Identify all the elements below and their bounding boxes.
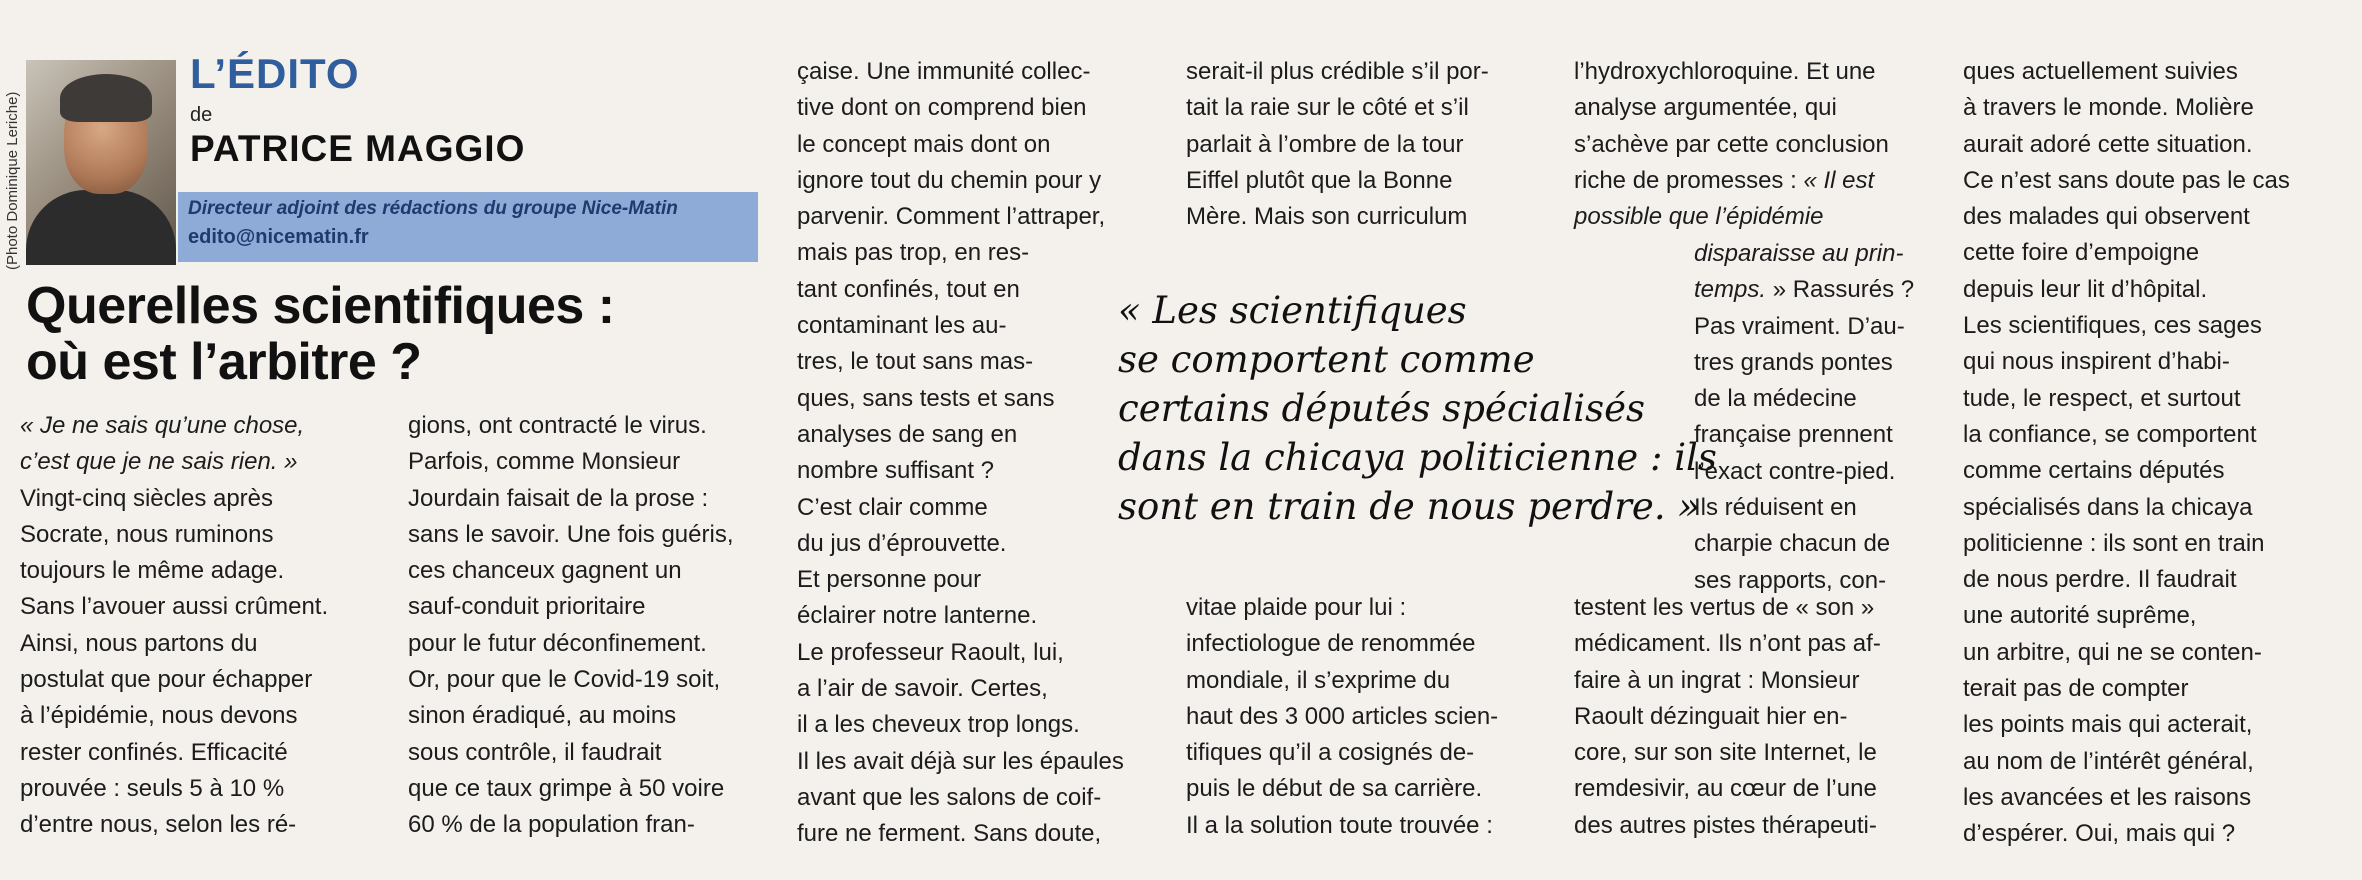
column-1-text: Vingt-cinq siècles après Socrate, nous ruminons toujours le même adage. Sans l’avouer aussi crûment. Ainsi, nous partons du postulat que pour échapper à l’épidémie, nous devons rester confinés. Efficacité prouvée : seuls 5 à 10 % d’entre nous, selon les ré-: [20, 484, 329, 839]
author-name: PATRICE MAGGIO: [190, 128, 526, 169]
headline: [26, 278, 726, 390]
column-5-top: l’hydroxychloroquine. Et une analyse argumentée, qui s’achève par cette conclusion riche de promesses : « Il est possible que l’épidémie: [1574, 58, 1889, 231]
headline-line-1: Querelles scientifiques :: [26, 277, 615, 335]
headline-line-2: où est l’arbitre ?: [26, 333, 422, 391]
column-5-bottom: testent les vertus de « son » médicament. Ils n’ont pas af- faire à un ingrat : Monsieur Raoult dézinguait hier en- core, sur son site Internet, le remdesivir, au cœur de l’une des autres pistes thérapeuti-: [1574, 594, 1881, 839]
section-title: L’ÉDITO: [190, 50, 360, 97]
author-role: Directeur adjoint des rédactions du groupe Nice-Matin: [188, 198, 678, 219]
pull-quote: « Les scientifiques se comportent comme certains députés spécialisés dans la chicaya politicienne : ils sont en train de nous perdre. »: [1118, 289, 1717, 528]
column-4-top: serait-il plus crédible s’il por- tait la raie sur le côté et s’il parlait à l’ombre de la tour Eiffel plutôt que la Bonne Mère. Mais son curriculum: [1186, 58, 1489, 231]
column-4-bottom: vitae plaide pour lui : infectiologue de renommée mondiale, il s’exprime du haut des 3 000 articles scien- tifiques qu’il a cosignés de- puis le début de sa carrière. Il a la solution toute trouvée :: [1186, 594, 1499, 839]
byline-de: de: [190, 104, 213, 126]
column-3: çaise. Une immunité collec- tive dont on comprend bien le concept mais dont on ignore tout du chemin pour y parvenir. Comment l’attraper, mais pas trop, en res- tant confinés, tout en contaminant les au- tres, le tout sans mas- ques, sans tests et sans analyses de sang en nombre suffisant ? C’est clair comme du jus d’éprouvette. Et personne pour éclairer notre lanterne. Le professeur Raoult, lui, a l’air de savoir. Certes, il a les cheveux trop longs. Il les avait déjà sur les épaules avant que les salons de coif- fure ne ferment. Sans doute,: [797, 58, 1124, 848]
opening-quote: « Je ne sais qu’une chose, c’est que je ne sais rien. »: [20, 412, 305, 476]
author-email[interactable]: edito@nicematin.fr: [188, 226, 369, 248]
author-photo: [26, 60, 176, 265]
column-1: [20, 408, 328, 844]
column-2: gions, ont contracté le virus. Parfois, comme Monsieur Jourdain faisait de la prose : sans le savoir. Une fois guéris, ces chanceux gagnent un sauf-conduit prioritaire pour le futur déconfinement. Or, pour que le Covid-19 soit, sinon éradiqué, au moins sous contrôle, il faudrait que ce taux grimpe à 50 voire 60 % de la population fran-: [408, 412, 734, 839]
column-5-mid: disparaisse au prin- temps. » Rassurés ? Pas vraiment. D’au- tres grands pontes de la médecine française prennent l’exact contre-pied. Ils réduisent en charpie chacun de ses rapports, con-: [1694, 240, 1915, 594]
photo-credit: (Photo Dominique Leriche): [4, 91, 21, 270]
column-6: ques actuellement suivies à travers le monde. Molière aurait adoré cette situation. Ce n’est sans doute pas le cas des malades qui observent cette foire d’empoigne depuis leur lit d’hôpital. Les scientifiques, ces sages qui nous inspirent d’habi- tude, le respect, et surtout la confiance, se comportent comme certains députés spécialisés dans la chicaya politicienne : ils sont en train de nous perdre. Il faudrait une autorité suprême, un arbitre, qui ne se conten- terait pas de compter les points mais qui acterait, au nom de l’intérêt général, les avancées et les raisons d’espérer. Oui, mais qui ?: [1963, 58, 2290, 848]
